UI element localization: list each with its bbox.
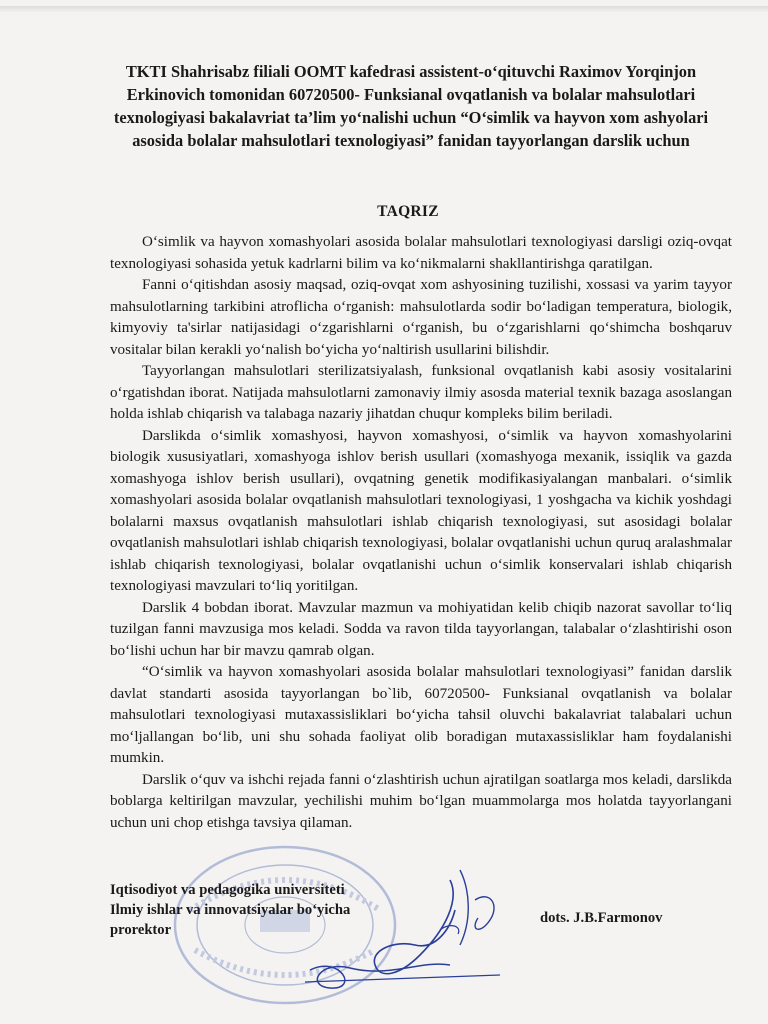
document-title: TAQRIZ <box>377 203 439 220</box>
paragraph-3: Tayyorlangan mahsulotlari sterilizatsiyalash, funksional ovqatlanish kabi asosiy vositalarini o‘rgatishdan iborat. Natijada mahsulotlarni zamonaviy ilmiy asosda material texnik bazaga asoslangan holda ishlab chiqarish va talabaga nazariy jihatdan chuqur kompleks bilim beriladi. <box>110 363 732 422</box>
paragraph-1: O‘simlik va hayvon xomashyolari asosida bolalar mahsulotlari texnologiyasi darsligi oziq-ovqat texnologiyasi sohasida yetuk kadrlarni bilim va ko‘nikmalarni shakllantirishga qaratilgan. <box>110 234 732 272</box>
paragraph-5: Darslik 4 bobdan iborat. Mavzular mazmun va mohiyatidan kelib chiqib nazorat savollar to‘liq tuzilgan fanni mavzusiga mos keladi. Sodda va ravon tilda tayyorlangan, talabalar o‘zlashtirishi oson bo‘lishi uchun har bir mavzu qamrab olgan. <box>110 599 732 659</box>
signer-name: dots. J.B.Farmonov <box>540 910 663 926</box>
paragraph-2: Fanni o‘qitishdan asosiy maqsad, oziq-ovqat xom ashyosining tuzilishi, xossasi va yarim tayyor mahsulotlarning tarkibini atroflicha o‘rganish: mahsulotlarda sodir bo‘ladigan temperatura, biologik, kimyoviy ta'sirlar natijasidagi o‘zgarishlarni o‘rganish, bu o‘zgarishlarni qo‘shimcha boshqaruv vositalar bilan kerakli yo‘nalish bo‘yicha yo‘naltirish usullarini bilishdir. <box>110 277 732 358</box>
signer-org-line1: Iqtisodiyot va pedagogika universiteti <box>110 882 345 898</box>
signer-org-line3: prorektor <box>110 922 172 938</box>
scan-edge <box>0 6 768 12</box>
document-body <box>110 232 732 834</box>
paragraph-4: Darslikda o‘simlik xomashyosi, hayvon xomashyosi, o‘simlik va hayvon xomashyolarini biologik xususiyatlari, xomashyoga ishlov berish usullari (xomashyoga mexanik, issiqlik va gazda xomashyoga ishlov berish usullari), ovqatning genetik modifikasiyalangan manbalari. o‘simlik xomashyolari asosida bolalar ovqatlanish mahsulotlari texnologiyasi, 1 yoshgacha va kichik yoshdagi bolalarni maxsus ovqatlanish mahsulotlari ishlab chiqarish texnologiyasi, sut asosidagi bolalar ovqatlanish mahsulotlari ishlab chiqarish texnologiyasi, bolalar ovqatlanishi uchun quruq aralashmalar ishlab chiqarish texnologiyasi, bolalar ovqatlanishi uchun o‘simlik konservalari ishlab chiqarish texnologiyasi mavzulari to‘liq yoritilgan. <box>110 427 732 594</box>
paragraph-7: Darslik o‘quv va ishchi rejada fanni o‘zlashtirish uchun ajratilgan soatlarga mos keladi, darslikda boblarga keltirilgan mavzular, yechilishi muhim bo‘lgan muammolarga mos holatda tayyorlangani uchun uni chop etishga tavsiya qilaman. <box>110 771 732 831</box>
signer-org-line2: Ilmiy ishlar va innovatsiyalar bo‘yicha <box>110 902 351 918</box>
handwritten-signature <box>300 860 530 1000</box>
paragraph-6: “O‘simlik va hayvon xomashyolari asosida bolalar mahsulotlari texnologiyasi” fanidan darslik davlat standarti asosida tayyorlangan bo`lib, 60720500- Funksianal ovqatlanish va bolalar mahsulotlari texnologiyasi mutaxassisliklari bo‘yicha tahsil oluvchi bakalavriat talabalari uchun mo‘ljallangan bo‘lib, uni shu sohada faoliyat olib boradigan mutaxassisliklar ham foydalanishi mumkin. <box>110 664 732 766</box>
document-heading: TKTI Shahrisabz filiali OOMT kafedrasi assistent-o‘qituvchi Raximov Yorqinjon Erkinovich tomonidan 60720500- Funksianal ovqatlanish va bolalar mahsulotlari texnologiyasi bakalavriat ta’lim yo‘nalishi uchun “O‘simlik va hayvon xom ashyolari asosida bolalar mahsulotlari texnologiyasi” fanidan tayyorlangan darslik uchun <box>113 62 709 150</box>
